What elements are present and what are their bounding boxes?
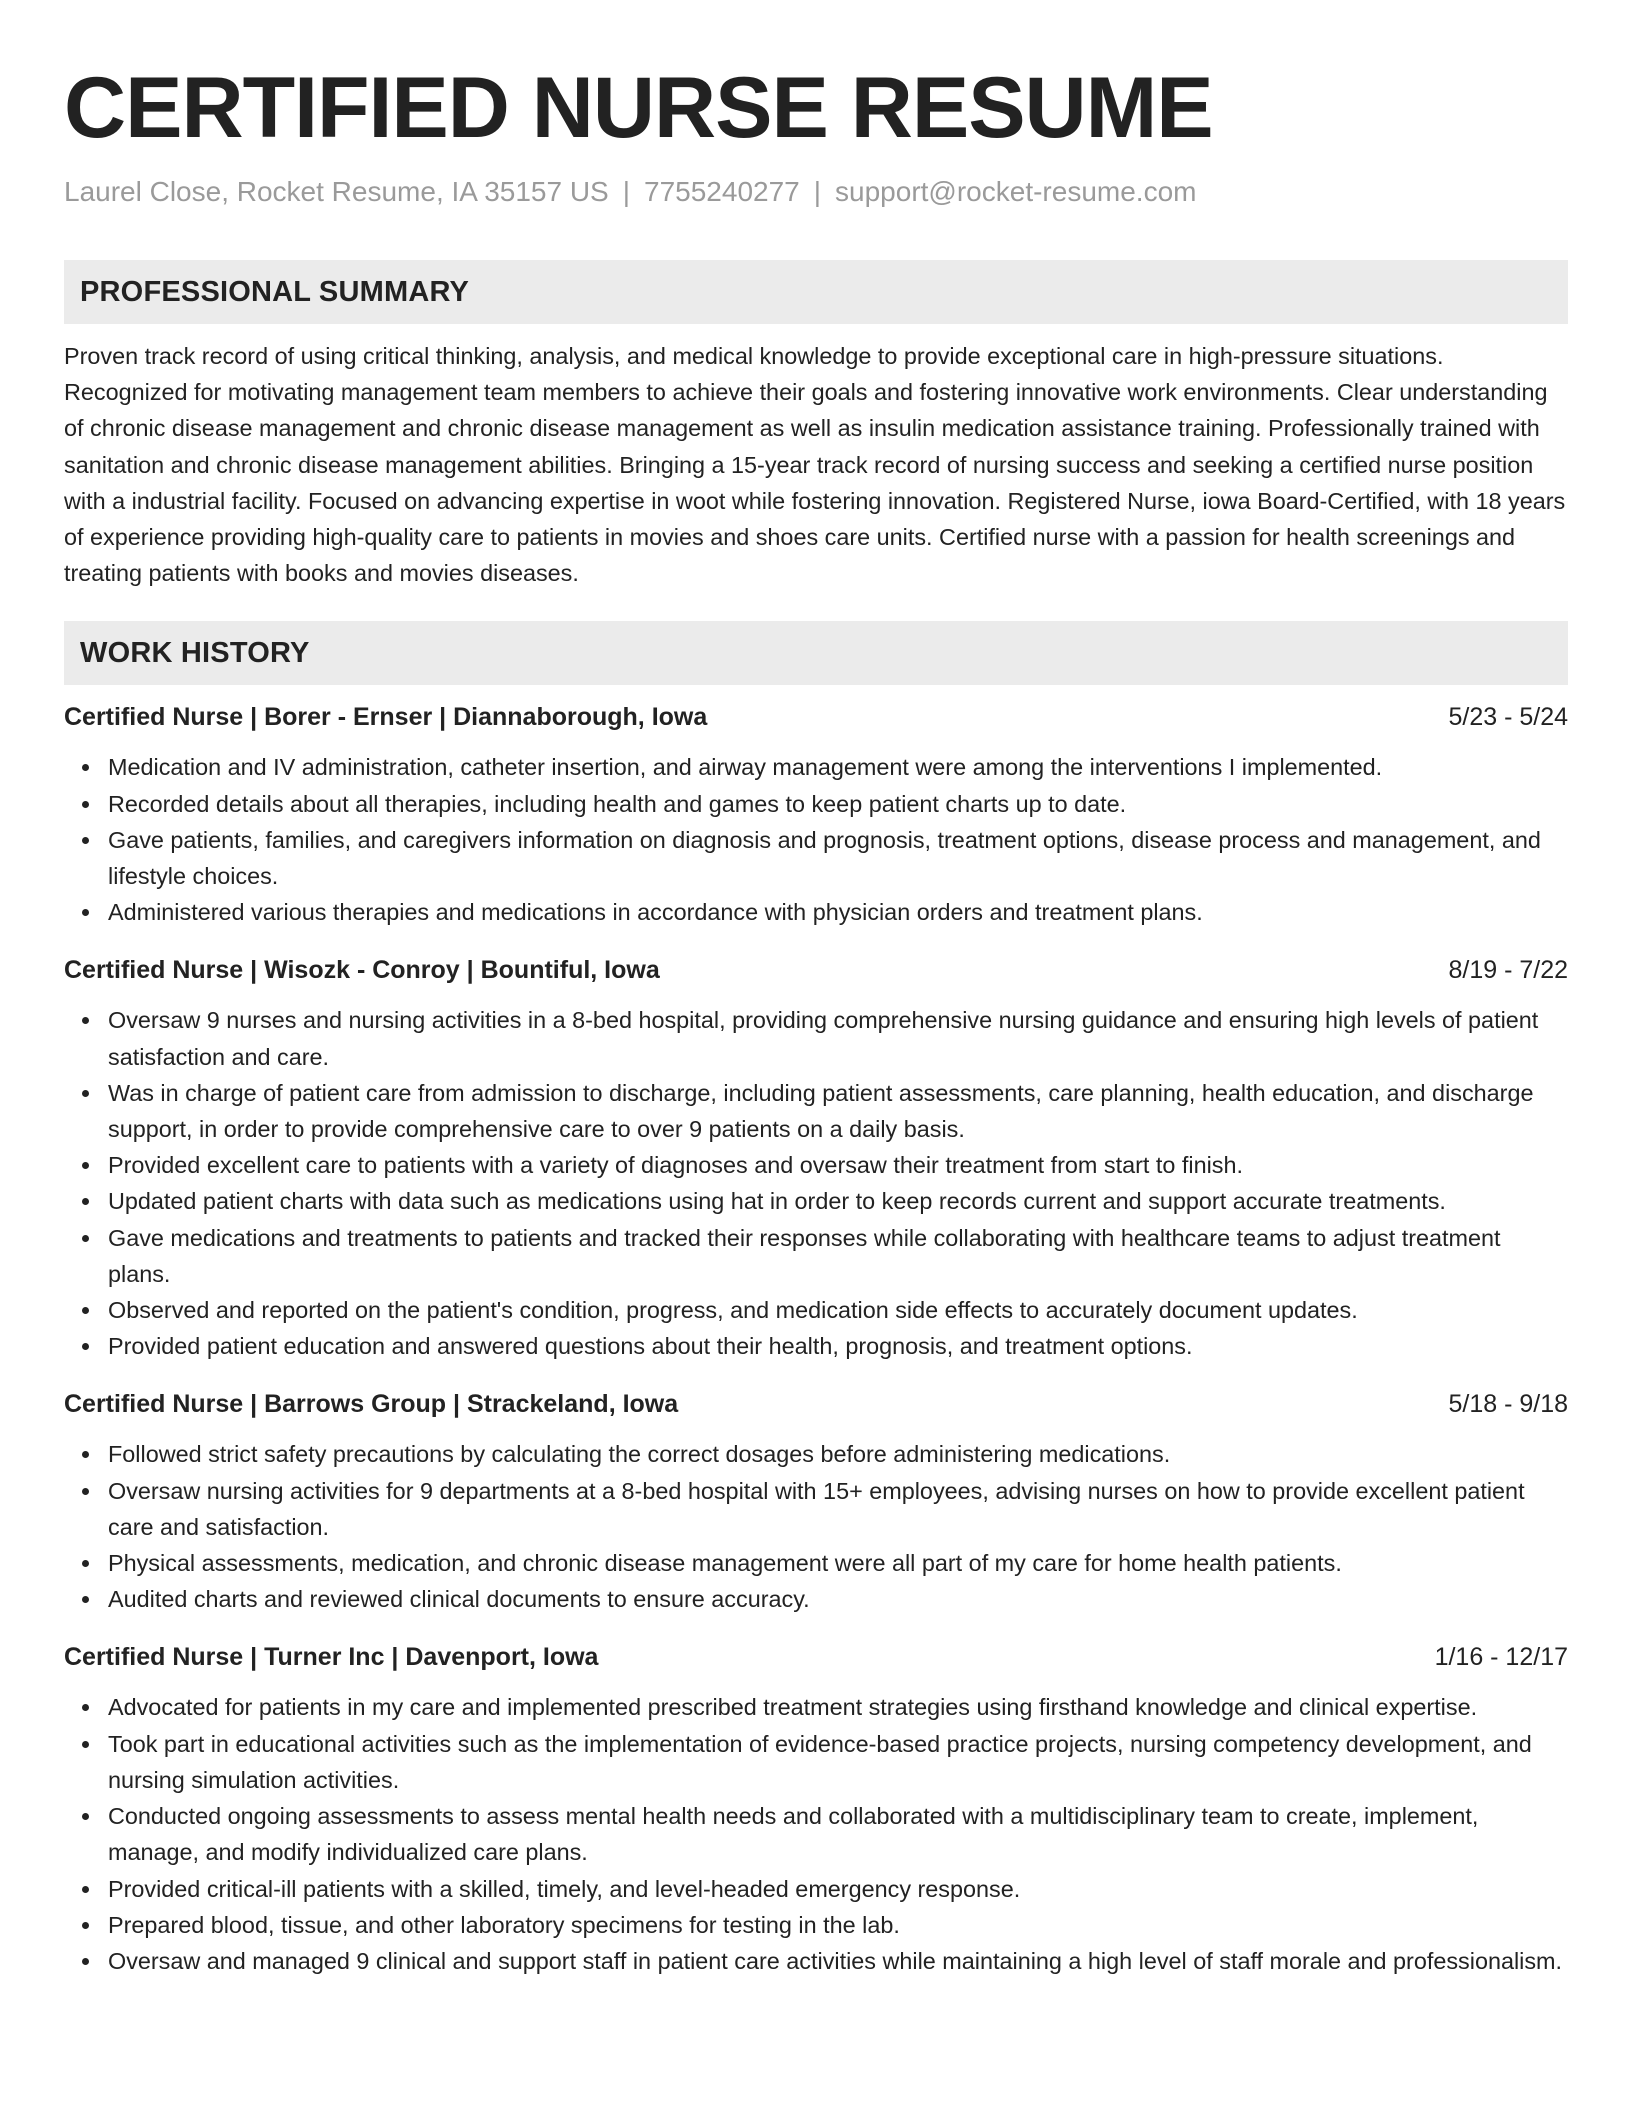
job-bullet: Audited charts and reviewed clinical documents to ensure accuracy. [108,1581,1568,1617]
job-title: Certified Nurse | Wisozk - Conroy | Bountiful, Iowa [64,956,660,985]
job-entry [64,699,1568,930]
job-bullet: Gave patients, families, and caregivers information on diagnosis and prognosis, treatment options, disease process and management, and lifestyle choices. [108,822,1568,894]
job-bullet: Prepared blood, tissue, and other laboratory specimens for testing in the lab. [108,1907,1568,1943]
job-dates: 1/16 - 12/17 [1434,1643,1568,1672]
job-bullet: Was in charge of patient care from admission to discharge, including patient assessments, care planning, health education, and discharge support, in order to provide comprehensive care to over 9 patients on a daily basis. [108,1075,1568,1147]
job-bullet: Recorded details about all therapies, including health and games to keep patient charts up to date. [108,786,1568,822]
section-heading-work-history: WORK HISTORY [64,621,1568,685]
resume-title: CERTIFIED NURSE RESUME [64,60,1213,156]
job-header [64,1639,1568,1675]
job-title: Certified Nurse | Borer - Ernser | Diannaborough, Iowa [64,703,708,732]
job-dates: 5/18 - 9/18 [1448,1390,1568,1419]
job-bullet-list [64,749,1568,930]
job-title: Certified Nurse | Turner Inc | Davenport, Iowa [64,1643,599,1672]
job-header [64,1386,1568,1422]
job-bullet: Physical assessments, medication, and chronic disease management were all part of my care for home health patients. [108,1545,1568,1581]
job-bullet: Updated patient charts with data such as medications using hat in order to keep records current and support accurate treatments. [108,1183,1568,1219]
work-history-list [64,699,1568,1979]
contact-line [64,174,1568,210]
job-bullet: Oversaw nursing activities for 9 departments at a 8-bed hospital with 15+ employees, advising nurses on how to provide excellent patient care and satisfaction. [108,1473,1568,1545]
job-bullet: Took part in educational activities such as the implementation of evidence-based practice projects, nursing competency development, and nursing simulation activities. [108,1726,1568,1798]
summary-text: Proven track record of using critical thinking, analysis, and medical knowledge to provide exceptional care in high-pressure situations. Recognized for motivating management team members to achieve their goals and fostering innovative work environments. Clear understanding of chronic disease management and chronic disease management as well as insulin medication assistance training. Professionally trained with sanitation and chronic disease management abilities. Bringing a 15-year track record of nursing success and seeking a certified nurse position with a industrial facility. Focused on advancing expertise in woot while fostering innovation. Registered Nurse, iowa Board-Certified, with 18 years of experience providing high-quality care to patients in movies and shoes care units. Certified nurse with a passion for health screenings and treating patients with books and movies diseases. [64,343,1566,587]
job-bullet: Advocated for patients in my care and implemented prescribed treatment strategies using firsthand knowledge and clinical expertise. [108,1689,1568,1725]
job-bullet: Conducted ongoing assessments to assess mental health needs and collaborated with a multidisciplinary team to create, implement, manage, and modify individualized care plans. [108,1798,1568,1870]
job-bullet: Administered various therapies and medications in accordance with physician orders and treatment plans. [108,894,1568,930]
section-heading-summary: PROFESSIONAL SUMMARY [64,260,1568,324]
contact-separator: | [813,176,822,207]
job-bullet: Gave medications and treatments to patients and tracked their responses while collaborating with healthcare teams to adjust treatment plans. [108,1220,1568,1292]
job-bullet: Medication and IV administration, catheter insertion, and airway management were among the interventions I implemented. [108,749,1568,785]
job-bullet-list [64,1436,1568,1617]
job-bullet-list [64,1002,1568,1364]
job-entry [64,952,1568,1364]
contact-address: Laurel Close, Rocket Resume, IA 35157 US [64,176,609,207]
job-bullet: Provided critical-ill patients with a skilled, timely, and level-headed emergency response. [108,1871,1568,1907]
contact-phone: 7755240277 [644,176,800,207]
job-bullet: Oversaw and managed 9 clinical and support staff in patient care activities while maintaining a high level of staff morale and professionalism. [108,1943,1568,1979]
contact-separator: | [622,176,631,207]
job-entry [64,1639,1568,1979]
job-bullet-list [64,1689,1568,1979]
job-header [64,952,1568,988]
job-bullet: Provided patient education and answered questions about their health, prognosis, and treatment options. [108,1328,1568,1364]
job-dates: 5/23 - 5/24 [1448,703,1568,732]
job-header [64,699,1568,735]
job-title: Certified Nurse | Barrows Group | Strackeland, Iowa [64,1390,679,1419]
job-entry [64,1386,1568,1617]
job-bullet: Observed and reported on the patient's condition, progress, and medication side effects to accurately document updates. [108,1292,1568,1328]
contact-email: support@rocket-resume.com [835,176,1197,207]
job-bullet: Oversaw 9 nurses and nursing activities in a 8-bed hospital, providing comprehensive nursing guidance and ensuring high levels of patient satisfaction and care. [108,1002,1568,1074]
job-bullet: Followed strict safety precautions by calculating the correct dosages before administering medications. [108,1436,1568,1472]
job-dates: 8/19 - 7/22 [1448,956,1568,985]
job-bullet: Provided excellent care to patients with a variety of diagnoses and oversaw their treatment from start to finish. [108,1147,1568,1183]
